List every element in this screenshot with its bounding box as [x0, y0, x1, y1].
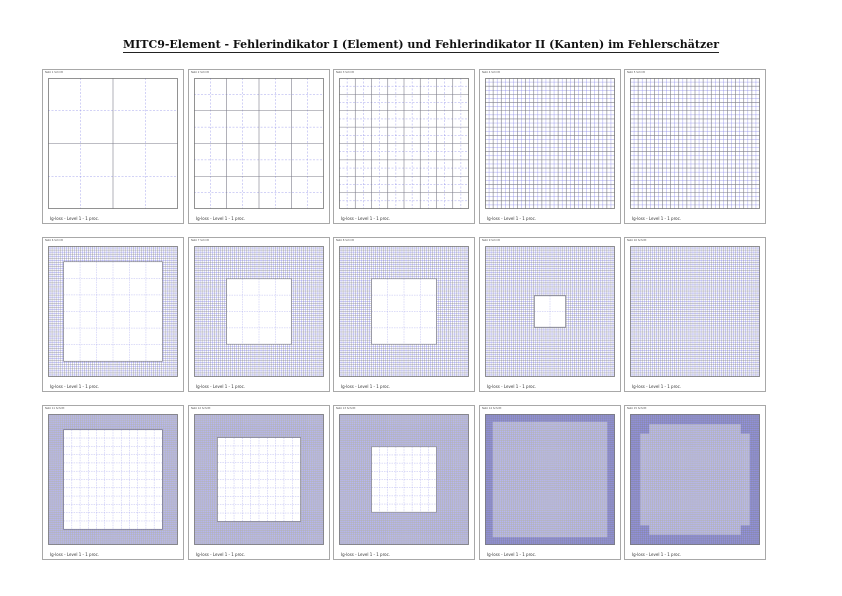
- panel-header: Netz 4 Schritt: [482, 71, 500, 74]
- panel-header: Netz 2 Schritt: [191, 71, 209, 74]
- panel-footer: Ig-loss - Level 1 - 1 proc.: [487, 384, 537, 389]
- mesh-panel: [479, 405, 621, 560]
- mesh-plot: [485, 414, 615, 545]
- panel-footer: Ig-loss - Level 1 - 1 proc.: [341, 384, 391, 389]
- mesh-panel: [42, 237, 184, 392]
- mesh-plot: [630, 414, 760, 545]
- mesh-plot: [485, 246, 615, 377]
- mesh-plot: [48, 246, 178, 377]
- mesh-panel: [188, 405, 330, 560]
- mesh-plot: [48, 78, 178, 209]
- panel-header: Netz 12 Schritt: [191, 407, 211, 410]
- mesh-plot: [194, 78, 324, 209]
- mesh-plot: [194, 414, 324, 545]
- panel-header: Netz 15 Schritt: [627, 407, 647, 410]
- panel-footer: Ig-loss - Level 1 - 1 proc.: [632, 552, 682, 557]
- mesh-panel: [333, 69, 475, 224]
- mesh-plot: [194, 246, 324, 377]
- panel-header: Netz 11 Schritt: [45, 407, 65, 410]
- mesh-panel: [188, 237, 330, 392]
- panel-header: Netz 5 Schritt: [627, 71, 645, 74]
- panel-header: Netz 1 Schritt: [45, 71, 63, 74]
- mesh-panel: [42, 69, 184, 224]
- panel-footer: Ig-loss - Level 1 - 1 proc.: [196, 552, 246, 557]
- panel-footer: Ig-loss - Level 1 - 1 proc.: [487, 216, 537, 221]
- mesh-panel: [624, 237, 766, 392]
- page-title: MITC9-Element - Fehlerindikator I (Element) und Fehlerindikator II (Kanten) im Fehlerschätzer: [122, 38, 720, 51]
- mesh-plot: [48, 414, 178, 545]
- mesh-panel: [333, 405, 475, 560]
- mesh-plot: [339, 246, 469, 377]
- panel-footer: Ig-loss - Level 1 - 1 proc.: [50, 552, 100, 557]
- panel-footer: Ig-loss - Level 1 - 1 proc.: [196, 216, 246, 221]
- panel-header: Netz 8 Schritt: [336, 239, 354, 242]
- mesh-plot: [485, 78, 615, 209]
- mesh-panel: [188, 69, 330, 224]
- mesh-plot: [339, 414, 469, 545]
- mesh-panel: [624, 405, 766, 560]
- panel-footer: Ig-loss - Level 1 - 1 proc.: [50, 384, 100, 389]
- mesh-panel: [624, 69, 766, 224]
- mesh-panel: [479, 69, 621, 224]
- mesh-panel: [42, 405, 184, 560]
- panel-footer: Ig-loss - Level 1 - 1 proc.: [341, 552, 391, 557]
- panel-footer: Ig-loss - Level 1 - 1 proc.: [632, 384, 682, 389]
- mesh-panel: [479, 237, 621, 392]
- panel-header: Netz 10 Schritt: [627, 239, 647, 242]
- panel-footer: Ig-loss - Level 1 - 1 proc.: [50, 216, 100, 221]
- panel-footer: Ig-loss - Level 1 - 1 proc.: [632, 216, 682, 221]
- panel-header: Netz 6 Schritt: [45, 239, 63, 242]
- mesh-plot: [630, 78, 760, 209]
- panel-header: Netz 7 Schritt: [191, 239, 209, 242]
- panel-header: Netz 9 Schritt: [482, 239, 500, 242]
- mesh-plot: [339, 78, 469, 209]
- mesh-plot: [630, 246, 760, 377]
- panel-footer: Ig-loss - Level 1 - 1 proc.: [487, 552, 537, 557]
- mesh-panel: [333, 237, 475, 392]
- panel-header: Netz 3 Schritt: [336, 71, 354, 74]
- panel-header: Netz 14 Schritt: [482, 407, 502, 410]
- panel-footer: Ig-loss - Level 1 - 1 proc.: [196, 384, 246, 389]
- panel-header: Netz 13 Schritt: [336, 407, 356, 410]
- panel-footer: Ig-loss - Level 1 - 1 proc.: [341, 216, 391, 221]
